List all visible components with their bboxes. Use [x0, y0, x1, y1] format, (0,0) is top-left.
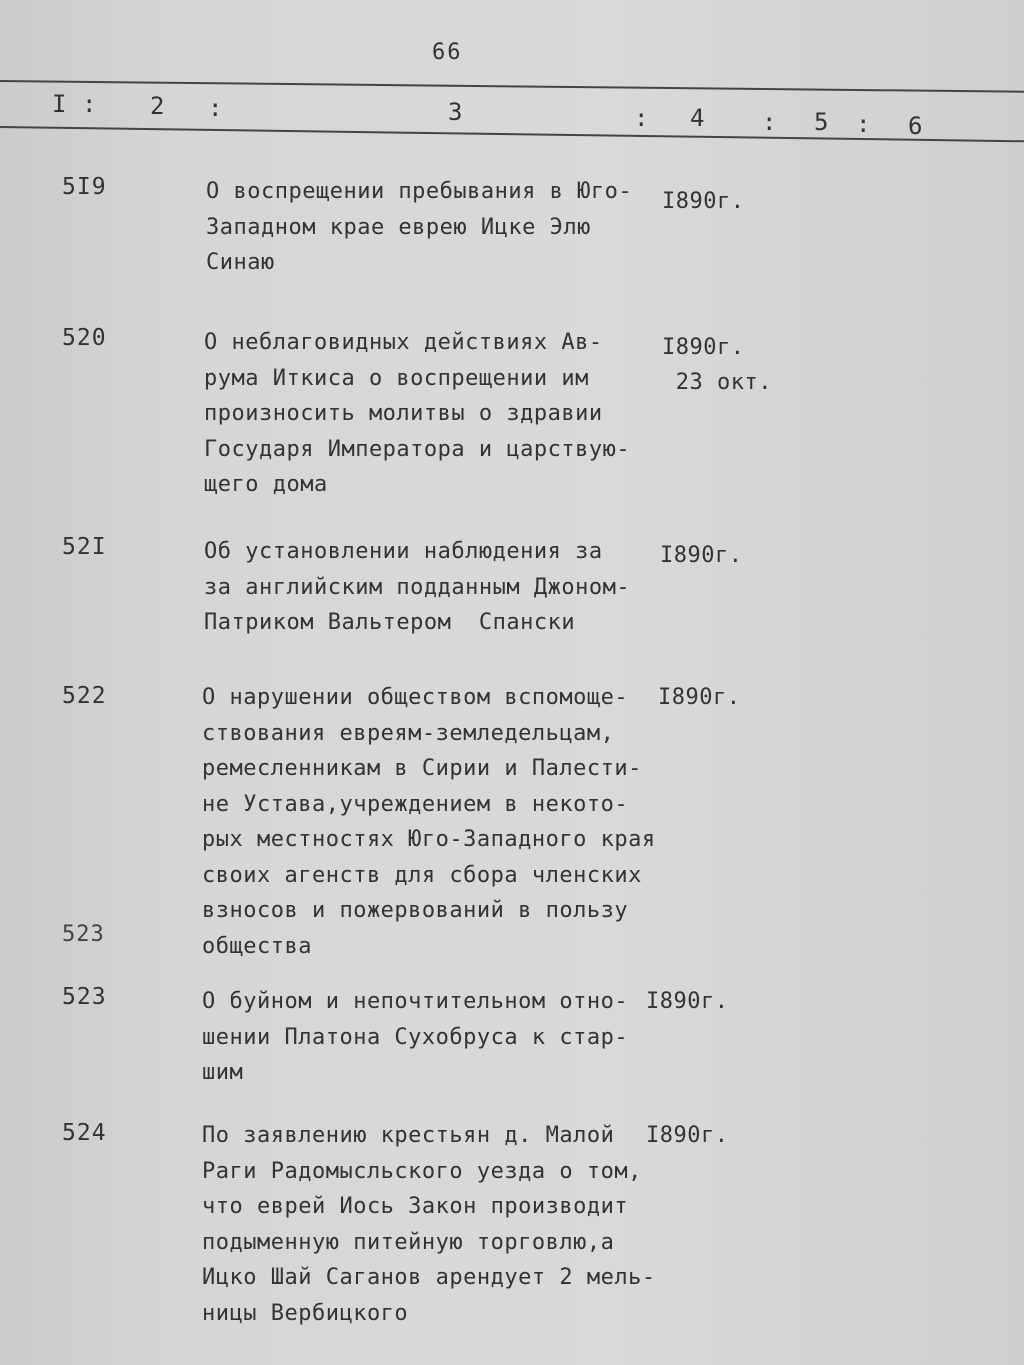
entry-date-line: 23 окт. [662, 370, 772, 395]
entry-date-line: I890г. [662, 335, 745, 360]
entry-title [204, 325, 630, 503]
entry-title [202, 1118, 656, 1331]
entry-title-line: Раги Радомысльского уезда о том, [202, 1158, 642, 1184]
entry-title-line: общества [202, 933, 312, 959]
entry-title-line: что еврей Иось Закон производит [202, 1194, 629, 1219]
entry-date-line: I890г. [646, 1123, 729, 1148]
entry-date-line: I890г. [646, 989, 729, 1014]
entry-number: 52I [62, 534, 107, 560]
column-separator: : [82, 90, 97, 118]
entry-title-line: рых местностях Юго-Западного края [202, 827, 656, 852]
column-header-1: I [52, 90, 67, 118]
entry-title-line: ствования евреям-земледельцам, [202, 720, 615, 746]
entry-title-line: Патриком Вальтером Спански [204, 610, 576, 635]
entry-date-line: I890г. [658, 685, 741, 710]
entry-title-line: ремесленникам в Сирии и Палести- [202, 756, 642, 781]
entry-title-line: шении Платона Сухобруса к стар- [202, 1024, 629, 1050]
page-number: 66 [432, 40, 463, 65]
entry-title-line: О воспрещении пребывания в Юго- [206, 179, 633, 204]
entry-number: 522 [62, 683, 107, 709]
entry-date-line: I890г. [662, 189, 745, 214]
entry-title-line: не Устава,учреждением в некото- [202, 791, 629, 817]
header-top-rule [0, 80, 1024, 93]
column-separator: : [856, 110, 871, 138]
entry-title-line: ницы Вербицкого [202, 1300, 409, 1326]
entry-title [202, 984, 628, 1091]
entry-date [646, 1118, 728, 1153]
column-header-6: 6 [908, 112, 923, 140]
entry-title [206, 174, 632, 281]
entry-date-line: I890г. [660, 543, 743, 568]
entry-title-line: подыменную питейную торговлю,а [202, 1229, 615, 1255]
entry-title [202, 680, 656, 964]
entry-title-line: произносить молитвы о здравии [204, 401, 603, 426]
entry-title-line: шим [202, 1060, 244, 1085]
entry-title-line: О буйном и непочтительном отно- [202, 989, 629, 1014]
entry-number: 520 [62, 325, 107, 351]
entry-title-line: Синаю [206, 250, 275, 275]
entry-title [204, 534, 630, 641]
column-separator: : [208, 94, 223, 122]
entry-title-line: Западном крае еврею Ицке Элю [206, 214, 591, 240]
column-separator: : [762, 108, 777, 136]
entry-number: 524 [62, 1120, 107, 1146]
column-header-2: 2 [150, 92, 165, 120]
column-separator: : [634, 104, 649, 132]
entry-title-line: По заявлению крестьян д. Малой [202, 1123, 615, 1148]
entry-title-line: своих агенств для сбора членских [202, 862, 642, 888]
entry-title-line: за английским подданным Джоном- [204, 574, 631, 600]
entry-title-line: О неблаговидных действиях Ав- [204, 330, 603, 355]
entry-title-line: щего дома [204, 472, 328, 497]
overtyped-entry-number: 523 [62, 922, 105, 947]
entry-title-line: взносов и пожервований в пользу [202, 898, 629, 923]
column-header-5: 5 [814, 108, 829, 136]
entry-date [662, 330, 772, 400]
entry-title-line: Ицко Шай Саганов арендует 2 мель- [202, 1265, 656, 1290]
column-header-4: 4 [690, 104, 705, 132]
column-header-3: 3 [448, 98, 463, 126]
entry-title-line: Об установлении наблюдения за [204, 539, 603, 564]
entry-title-line: рума Иткиса о воспрещении им [204, 365, 589, 391]
entry-date [662, 184, 744, 219]
entry-number: 523 [62, 984, 107, 1010]
entry-date [646, 984, 728, 1019]
entry-date [660, 538, 742, 573]
entry-title-line: О нарушении обществом вспомоще- [202, 685, 629, 710]
entry-title-line: Государя Императора и царствую- [204, 436, 631, 462]
entry-date [658, 680, 740, 715]
entry-number: 5I9 [62, 174, 107, 200]
